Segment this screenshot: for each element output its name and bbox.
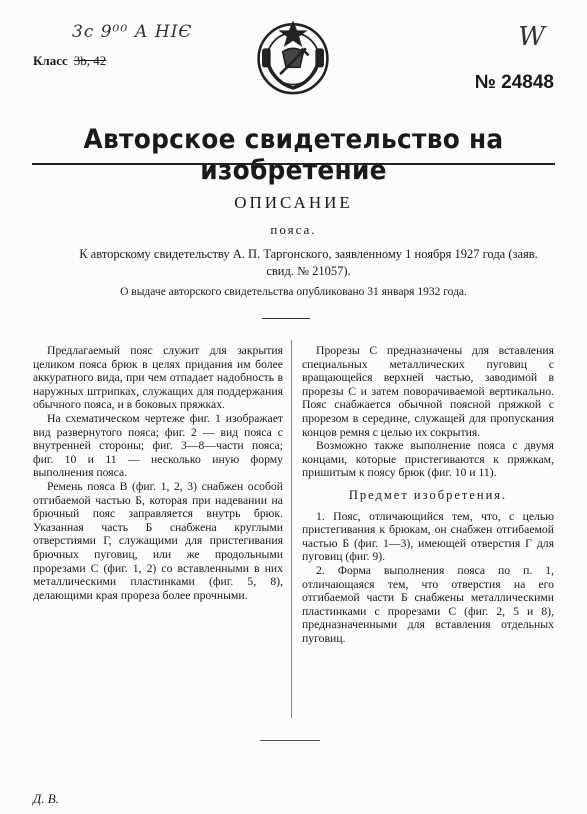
- paragraph: Прорезы С предназначены для вставления специальных металлических пуговиц с вращающейся верхней частью, заводимой в прорезы С и затем поворачиваемой вертикально. Пояс снабжается обычной поясной пряжкой с прорезом в середине, служащей для пропускания концов ремня с целью их сокрытия.: [302, 344, 554, 439]
- claim-item: 2. Форма выполнения пояса по п. 1, отличающаяся тем, что отверстия на его отгибаемой части Б снабжены металлическими пластинками с прорезами С (фиг. 2, 5 и 8), предназначенными для вставления отдельных пуговиц.: [302, 563, 554, 645]
- publication-date-text: О выдаче авторского свидетельства опубликовано 31 января 1932 года.: [120, 286, 467, 298]
- patent-number: № 24848: [474, 72, 554, 93]
- left-column: [33, 344, 283, 602]
- ussr-emblem-icon: [250, 14, 336, 100]
- handwritten-corner-mark: W: [518, 22, 545, 52]
- subject-heading: пояса.: [270, 222, 317, 237]
- paragraph: На схематическом чертеже фиг. 1 изображает вид развернутого пояса; фиг. 2 — вид пояса с внутренней стороны; фиг. 3—8—части пояса; фиг. 10 и 11 — несколько иную форму выполнения пояса.: [33, 411, 283, 480]
- title-underline: [32, 163, 555, 165]
- class-line: [33, 53, 106, 69]
- class-label: Класс: [33, 53, 68, 68]
- right-column: [302, 344, 554, 645]
- handwritten-annotation: 3c 9⁰⁰ А НІЄ: [72, 22, 193, 42]
- paragraph: Предлагаемый пояс служит для закрытия целиком пояса брюк в целях придания им более аккуратного вида, при чем отпадает надобность в наружных штрипках, служащих для поддержания обычного пояса, и в боковых пряжках.: [33, 344, 283, 412]
- section-divider: [262, 318, 310, 319]
- footer-initials: Д. В.: [33, 791, 59, 806]
- footer-divider: [260, 740, 320, 741]
- column-divider: [291, 340, 292, 718]
- class-value: 3b, 42: [73, 53, 107, 68]
- claims-heading: Предмет изобретения.: [348, 487, 508, 502]
- document-title: Авторское свидетельство на изобретение: [83, 124, 504, 186]
- reference-text: К авторскому свидетельству А. П. Таргонского, заявленному 1 ноября 1927 года (заяв. свид. № 21057).: [79, 247, 538, 278]
- description-heading: ОПИСАНИЕ: [234, 193, 353, 212]
- paragraph: Возможно также выполнение пояса с двумя концами, которые пристегиваются к пряжкам, пришитым к поясу брюк (фиг. 10 и 11).: [302, 439, 554, 480]
- claim-item: 1. Пояс, отличающийся тем, что, с целью пристегивания к брюкам, он снабжен отгибаемой частью Б (фиг. 1—3), имеющей отверстия Г для пуговиц (фиг. 9).: [302, 509, 554, 564]
- paragraph: Ремень пояса В (фиг. 1, 2, 3) снабжен особой отгибаемой частью Б, которая при надевании на брючный пояс заправляется внутрь брюк. Указанная часть Б снабжена круглыми отверстиями Г, служащими для пристегивания брючных пуговиц, или же продольными прорезами С (фиг. 1, 2) со вставленными в них металлическими пластинками (фиг. 5, 8), делающими края прореза более прочными.: [33, 479, 283, 602]
